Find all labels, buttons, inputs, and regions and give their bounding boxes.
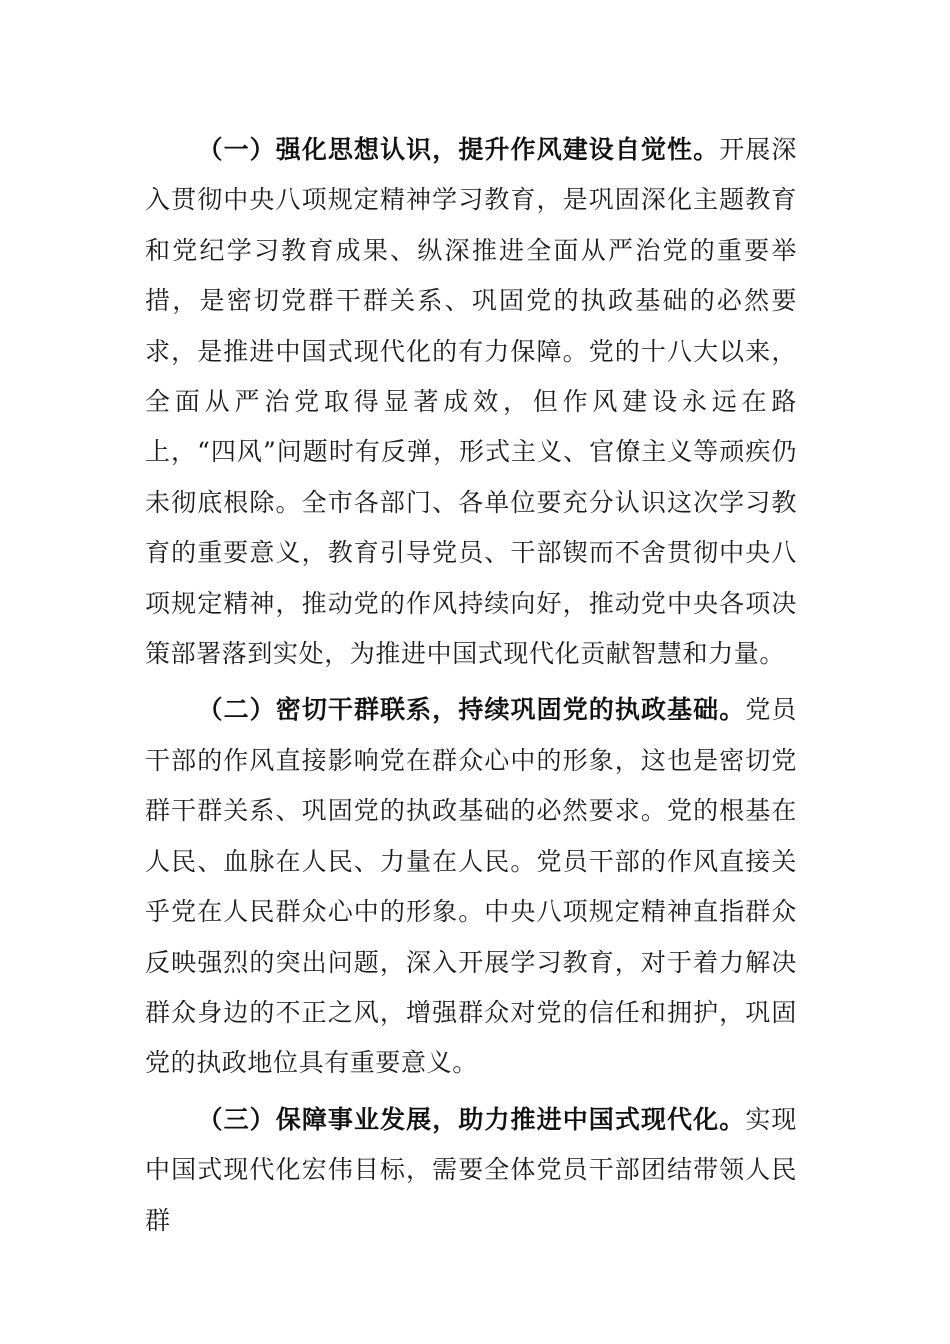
paragraph-3-text: 实现中国式现代化宏伟目标，需要全体党员干部团结带领人民群 bbox=[145, 1104, 797, 1235]
paragraph-1-text: 开展深入贯彻中央八项规定精神学习教育，是巩固深化主题教育和党纪学习教育成果、纵深推进全面从严治党的重要举措，是密切党群干群关系、巩固党的执政基础的必然要求，是推进中国式现代化的有力保障。党的十八大以来，全面从严治党取得显著成效，但作风建设永远在路上，“四风”问题时有反弹，形式主义、官僚主义等顽疾仍未彻底根除。全市各部门、各单位要充分认识这次学习教育的重要意义，教育引导党员、干部锲而不舍贯彻中央八项规定精神，推动党的作风持续向好，推动党中央各项决策部署落到实处，为推进中国式现代化贡献智慧和力量。 bbox=[145, 135, 797, 669]
paragraph-2-heading: （二）密切干群联系，持续巩固党的执政基础。 bbox=[197, 695, 746, 725]
paragraph-1 bbox=[145, 125, 797, 679]
paragraph-3 bbox=[145, 1095, 797, 1246]
paragraph-2-text: 党员干部的作风直接影响党在群众心中的形象，这也是密切党群干群关系、巩固党的执政基础的必然要求。党的根基在人民、血脉在人民、力量在人民。党员干部的作风直接关乎党在人民群众心中的形象。中央八项规定精神直指群众反映强烈的突出问题，深入开展学习教育，对于着力解决群众身边的不正之风，增强群众对党的信任和拥护，巩固党的执政地位具有重要意义。 bbox=[145, 695, 797, 1078]
paragraph-1-heading: （一）强化思想认识，提升作风建设自觉性。 bbox=[197, 135, 720, 164]
paragraph-2 bbox=[145, 685, 797, 1088]
document-body bbox=[145, 125, 797, 1252]
paragraph-3-heading: （三）保障事业发展，助力推进中国式现代化。 bbox=[197, 1104, 746, 1134]
